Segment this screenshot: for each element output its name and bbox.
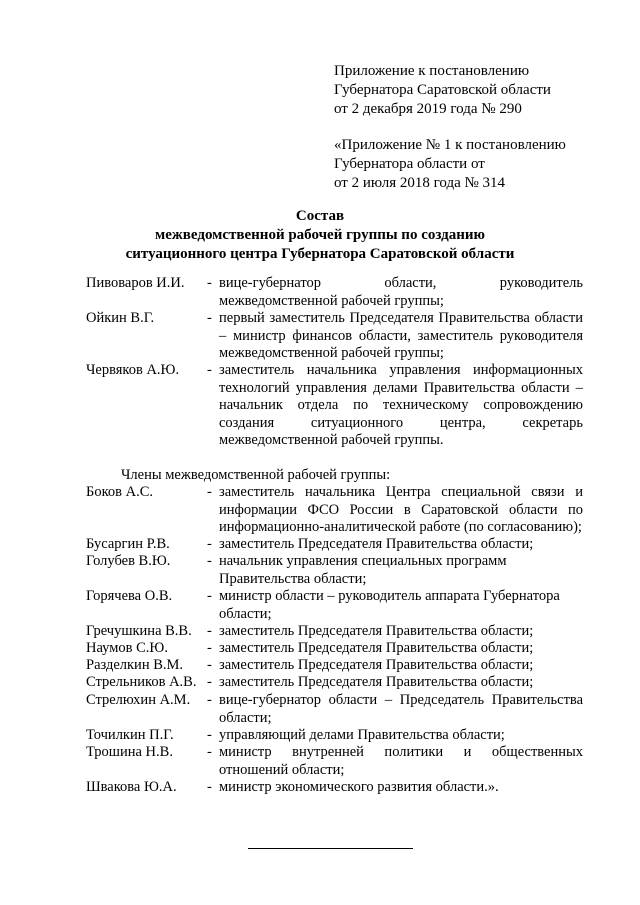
document-title-line: межведомственной рабочей группы по созданию bbox=[155, 227, 485, 243]
list-dash: - bbox=[207, 640, 212, 656]
member-description: заместитель Председателя Правительства области; bbox=[219, 623, 534, 639]
list-dash: - bbox=[207, 623, 212, 639]
members-heading: Члены межведомственной рабочей группы: bbox=[121, 467, 391, 483]
prior-appendix-line: от 2 июля 2018 года № 314 bbox=[334, 175, 506, 191]
member-name: Голубев В.Ю. bbox=[86, 553, 171, 569]
member-name: Гречушкина В.В. bbox=[86, 623, 192, 639]
leader-name: Червяков А.Ю. bbox=[86, 362, 180, 378]
list-dash: - bbox=[207, 310, 212, 326]
leader-description: первый заместитель Председателя Правительства области – министр финансов области, заместитель руководителя межведомственной рабочей группы; bbox=[219, 310, 583, 361]
list-dash: - bbox=[207, 692, 212, 708]
member-description: заместитель начальника Центра специальной связи и информации ФСО России в Саратовской области по информационно-аналитической работе (по согласованию); bbox=[219, 484, 583, 535]
member-description: министр области – руководитель аппарата Губернатора области; bbox=[219, 588, 560, 622]
member-name: Бусаргин Р.В. bbox=[86, 536, 170, 552]
list-dash: - bbox=[207, 553, 212, 569]
closing-divider bbox=[248, 848, 413, 849]
list-dash: - bbox=[207, 674, 212, 690]
member-description: начальник управления специальных программ Правительства области; bbox=[219, 553, 507, 587]
list-dash: - bbox=[207, 484, 212, 500]
member-name: Точилкин П.Г. bbox=[86, 727, 174, 743]
member-name: Боков А.С. bbox=[86, 484, 153, 500]
member-description: заместитель Председателя Правительства области; bbox=[219, 657, 534, 673]
member-name: Швакова Ю.А. bbox=[86, 779, 177, 795]
member-name: Наумов С.Ю. bbox=[86, 640, 168, 656]
member-description: заместитель Председателя Правительства области; bbox=[219, 674, 534, 690]
member-description: министр экономического развития области.». bbox=[219, 779, 499, 795]
list-dash: - bbox=[207, 779, 212, 795]
appendix-header-line: Приложение к постановлению bbox=[334, 63, 530, 79]
member-name: Стрельников А.В. bbox=[86, 674, 197, 690]
list-dash: - bbox=[207, 727, 212, 743]
leader-description: заместитель начальника управления информационных технологий управления делами Правительства области – начальник отдела по техническому сопровождению создания ситуационного центра, секретарь межведомственной рабочей группы. bbox=[219, 362, 583, 448]
list-dash: - bbox=[207, 657, 212, 673]
member-description: заместитель Председателя Правительства области; bbox=[219, 640, 534, 656]
list-dash: - bbox=[207, 588, 212, 604]
document-title-line: Состав bbox=[295, 208, 345, 224]
list-dash: - bbox=[207, 744, 212, 760]
list-dash: - bbox=[207, 362, 212, 378]
leader-name: Ойкин В.Г. bbox=[86, 310, 155, 326]
list-dash: - bbox=[207, 275, 212, 291]
list-dash: - bbox=[207, 536, 212, 552]
document-title-line: ситуационного центра Губернатора Саратовской области bbox=[125, 246, 515, 262]
member-description: управляющий делами Правительства области; bbox=[219, 727, 505, 743]
prior-appendix-line: «Приложение № 1 к постановлению bbox=[334, 137, 566, 153]
member-name: Разделкин В.М. bbox=[86, 657, 184, 673]
member-name: Горячева О.В. bbox=[86, 588, 173, 604]
appendix-header-line: от 2 декабря 2019 года № 290 bbox=[334, 101, 522, 117]
leader-description: вице-губернатор области, руководитель межведомственной рабочей группы; bbox=[219, 275, 583, 309]
leader-name: Пивоваров И.И. bbox=[86, 275, 185, 291]
member-description: вице-губернатор области – Председатель Правительства области; bbox=[219, 692, 583, 726]
member-name: Трошина Н.В. bbox=[86, 744, 173, 760]
member-description: заместитель Председателя Правительства области; bbox=[219, 536, 534, 552]
appendix-header-line: Губернатора Саратовской области bbox=[334, 82, 551, 98]
prior-appendix-line: Губернатора области от bbox=[334, 156, 485, 172]
member-name: Стрелюхин А.М. bbox=[86, 692, 191, 708]
member-description: министр внутренней политики и общественных отношений области; bbox=[219, 744, 583, 778]
